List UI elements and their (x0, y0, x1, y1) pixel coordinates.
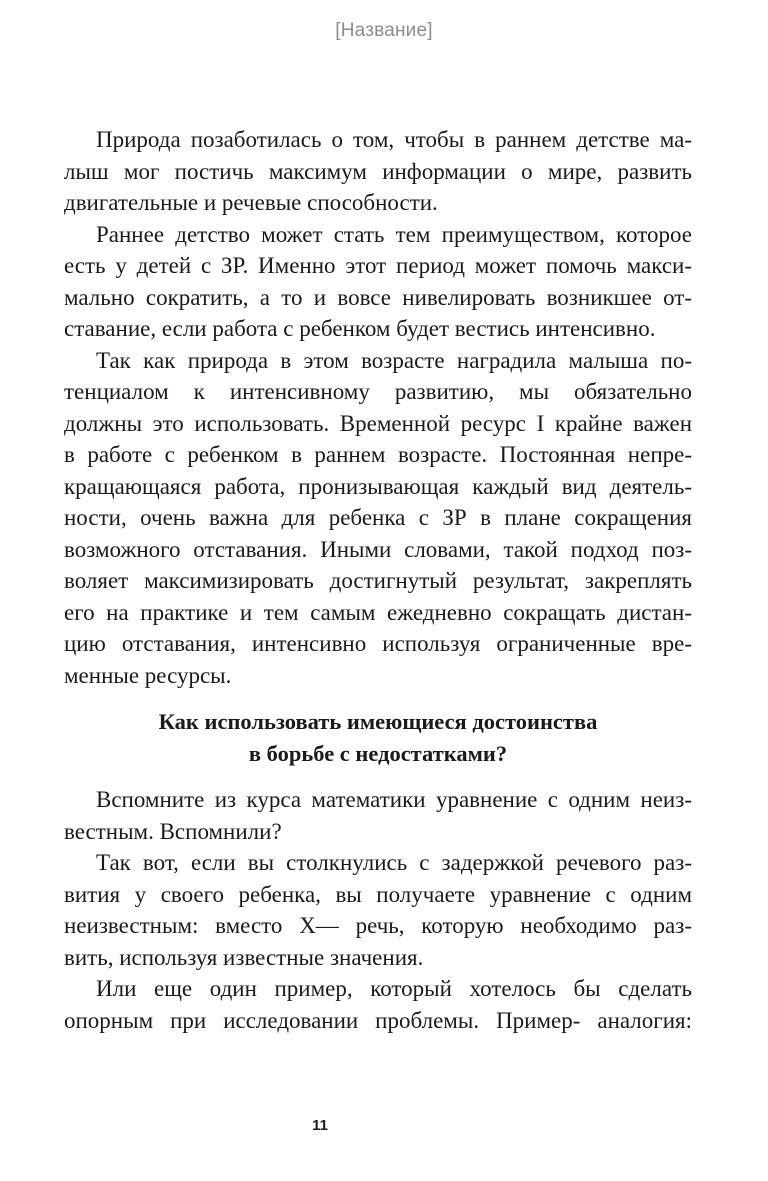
section-heading (64, 706, 692, 770)
text-line: цию отставания, интенсивно используя ограниченные вре- (64, 631, 692, 656)
text-line: вестным. Вспомнили? (64, 818, 282, 844)
text-line: мально сократить, а то и вовсе нивелировать возникшее от- (64, 284, 692, 310)
text-line: вития у своего ребенка, вы получаете уравнение с одним (64, 881, 692, 907)
text-line: Так как природа в этом возрасте наградила малыша по- (96, 347, 692, 373)
text-line: в работе с ребенком в раннем возрасте. Постоянная непре- (64, 442, 692, 467)
text-line: возможного отставания. Иными словами, такой подход поз- (64, 536, 692, 562)
paragraph-1 (64, 124, 692, 219)
text-line: Или еще один пример, который хотелось бы сделать (96, 976, 692, 1001)
text-line: опорным при исследовании проблемы. Пример- аналогия: (64, 1007, 692, 1033)
heading-line: в борьбе с недостатками? (248, 741, 508, 766)
paragraph-4 (64, 784, 692, 847)
page-body (64, 124, 692, 1036)
paragraph-5 (64, 847, 692, 973)
text-line: воляет максимизировать достигнутый результат, закреплять (64, 568, 692, 593)
text-line: кращающаяся работа, пронизывающая каждый вид деятель- (64, 473, 692, 499)
text-line: есть у детей с ЗР. Именно этот период может помочь макси- (64, 253, 692, 278)
text-line: ности, очень важна для ребенка с ЗР в плане сокращения (64, 505, 692, 530)
text-line: вить, используя известные значения. (64, 944, 424, 970)
paragraph-2 (64, 219, 692, 345)
running-header: [Название] (335, 20, 433, 41)
text-line: лыш мог постичь максимум информации о мире, развить (64, 158, 692, 184)
text-line: двигательные и речевые способности. (64, 190, 438, 215)
heading-line: Как использовать имеющиеся достоинства (158, 709, 598, 734)
text-line: должны это использовать. Временной ресурс I крайне важен (64, 410, 692, 436)
text-line: тенциалом к интенсивному развитию, мы обязательно (64, 379, 692, 404)
page-number: 11 (312, 1117, 328, 1134)
text-line: Природа позаботилась о том, чтобы в раннем детстве ма- (96, 127, 692, 152)
text-line: Вспомните из курса математики уравнение с одним неиз- (96, 787, 692, 812)
paragraph-6 (64, 973, 692, 1036)
text-line: менные ресурсы. (64, 662, 232, 688)
text-line: Раннее детство может стать тем преимуществом, которое (96, 221, 692, 247)
text-line: ставание, если работа с ребенком будет вестись интенсивно. (64, 316, 656, 341)
paragraph-3 (64, 345, 692, 692)
text-line: Так вот, если вы столкнулись с задержкой речевого раз- (96, 850, 692, 875)
text-line: его на практике и тем самым ежедневно сокращать дистан- (64, 599, 692, 625)
text-line: неизвестным: вместо X— речь, которую необходимо раз- (64, 913, 692, 938)
